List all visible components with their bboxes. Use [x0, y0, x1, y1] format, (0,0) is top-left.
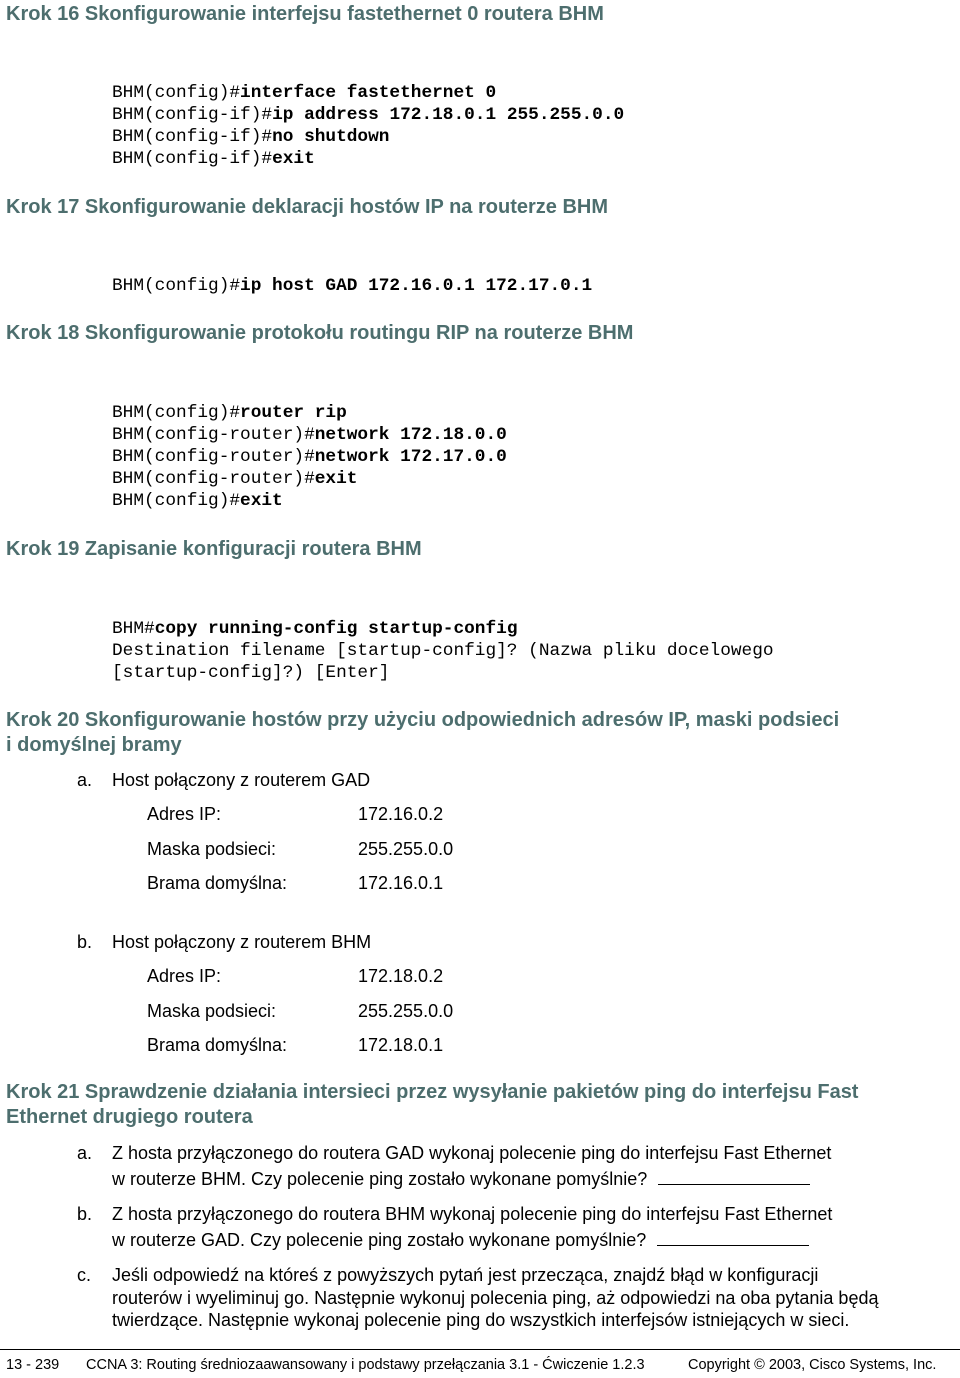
mask-label: Maska podsieci: [147, 839, 277, 859]
gateway-label: Brama domyślna: [147, 873, 288, 893]
footer-course-title: CCNA 3: Routing średniozaawansowany i podstawy przełączania 3.1 - Ćwiczenie 1.2.3 [86, 1357, 645, 1373]
step-17-heading: Krok 17 Skonfigurowanie deklaracji hostów IP na routerze BHM [6, 196, 608, 218]
step-19-heading: Krok 19 Zapisanie konfiguracji routera BHM [6, 538, 422, 560]
item-b-line-2 [112, 1229, 809, 1251]
code-line: BHM(config-router)#network 172.17.0.0 [112, 447, 507, 467]
item-c-line-2: routerów i wyeliminuj go. Następnie wykonuj polecenia ping, aż odpowiedzi na oba pytania będą [112, 1288, 879, 1308]
step-16-heading: Krok 16 Skonfigurowanie interfejsu fastethernet 0 routera BHM [6, 3, 604, 25]
item-b-question: w routerze GAD. Czy polecenie ping zostało wykonane pomyślnie? [112, 1230, 647, 1250]
footer-copyright: Copyright © 2003, Cisco Systems, Inc. [688, 1357, 937, 1373]
mask-value: 255.255.0.0 [358, 839, 454, 859]
gateway-value: 172.16.0.1 [358, 873, 444, 893]
code-line: BHM(config)#interface fastethernet 0 [112, 83, 497, 103]
code-line: BHM(config-if)#exit [112, 149, 315, 169]
host-b-heading: Host połączony z routerem BHM [112, 932, 372, 952]
step-16-code-block [112, 60, 624, 192]
mask-label: Maska podsieci: [147, 1001, 277, 1021]
mask-value: 255.255.0.0 [358, 1001, 454, 1021]
step-18-heading: Krok 18 Skonfigurowanie protokołu routingu RIP na routerze BHM [6, 322, 634, 344]
step-18-code-block [112, 380, 507, 534]
ip-value: 172.18.0.2 [358, 966, 444, 986]
item-a-line-1: Z hosta przyłączonego do routera GAD wykonaj polecenie ping do interfejsu Fast Ethernet [112, 1143, 832, 1163]
copyright-symbol: © [754, 1357, 765, 1373]
ip-label: Adres IP: [147, 804, 222, 824]
item-a-line-2 [112, 1168, 810, 1190]
code-line: BHM(config)#exit [112, 491, 283, 511]
item-c-line-1: Jeśli odpowiedź na któreś z powyższych pytań jest przecząca, znajdź błąd w konfiguracji [112, 1265, 819, 1285]
answer-blank-a[interactable] [658, 1170, 810, 1185]
code-output-line: [startup-config]?) [Enter] [112, 663, 390, 683]
footer-divider [0, 1349, 960, 1350]
item-c-line-3: twierdzące. Następnie wykonaj polecenie ping do wszystkich interfejsów istniejących w sieci. [112, 1310, 850, 1330]
item-a-question: w routerze BHM. Czy polecenie ping zostało wykonane pomyślnie? [112, 1169, 648, 1189]
ip-value: 172.16.0.2 [358, 804, 444, 824]
answer-blank-b[interactable] [657, 1231, 809, 1246]
list-letter: a. [77, 770, 93, 790]
list-letter: b. [77, 1204, 93, 1224]
gateway-label: Brama domyślna: [147, 1035, 288, 1055]
code-line: BHM(config)#router rip [112, 403, 347, 423]
step-19-code-block [112, 596, 774, 706]
host-a-heading: Host połączony z routerem GAD [112, 770, 371, 790]
ip-label: Adres IP: [147, 966, 222, 986]
code-line: BHM#copy running-config startup-config [112, 619, 518, 639]
step-21-heading-line-1: Krok 21 Sprawdzenie działania intersieci przez wysyłanie pakietów ping do interfejsu Fast [6, 1081, 859, 1103]
code-line: BHM(config-router)#exit [112, 469, 358, 489]
code-line: BHM(config-router)#network 172.18.0.0 [112, 425, 507, 445]
gateway-value: 172.18.0.1 [358, 1035, 444, 1055]
item-b-line-1: Z hosta przyłączonego do routera BHM wykonaj polecenie ping do interfejsu Fast Ethernet [112, 1204, 833, 1224]
code-line: BHM(config)#ip host GAD 172.16.0.1 172.17.0.1 [112, 276, 593, 296]
list-letter: c. [77, 1265, 92, 1285]
step-17-code-block [112, 253, 592, 319]
code-output-line: Destination filename [startup-config]? (Nazwa pliku docelowego [112, 641, 774, 661]
list-letter: b. [77, 932, 93, 952]
list-letter: a. [77, 1143, 93, 1163]
footer-page-number: 13 - 239 [6, 1357, 60, 1373]
step-20-heading-line-2: i domyślnej bramy [6, 734, 182, 756]
code-line: BHM(config-if)#ip address 172.18.0.1 255.255.0.0 [112, 105, 625, 125]
code-line: BHM(config-if)#no shutdown [112, 127, 390, 147]
step-21-heading-line-2: Ethernet drugiego routera [6, 1106, 253, 1128]
step-20-heading-line-1: Krok 20 Skonfigurowanie hostów przy użyciu odpowiednich adresów IP, maski podsieci [6, 709, 840, 731]
